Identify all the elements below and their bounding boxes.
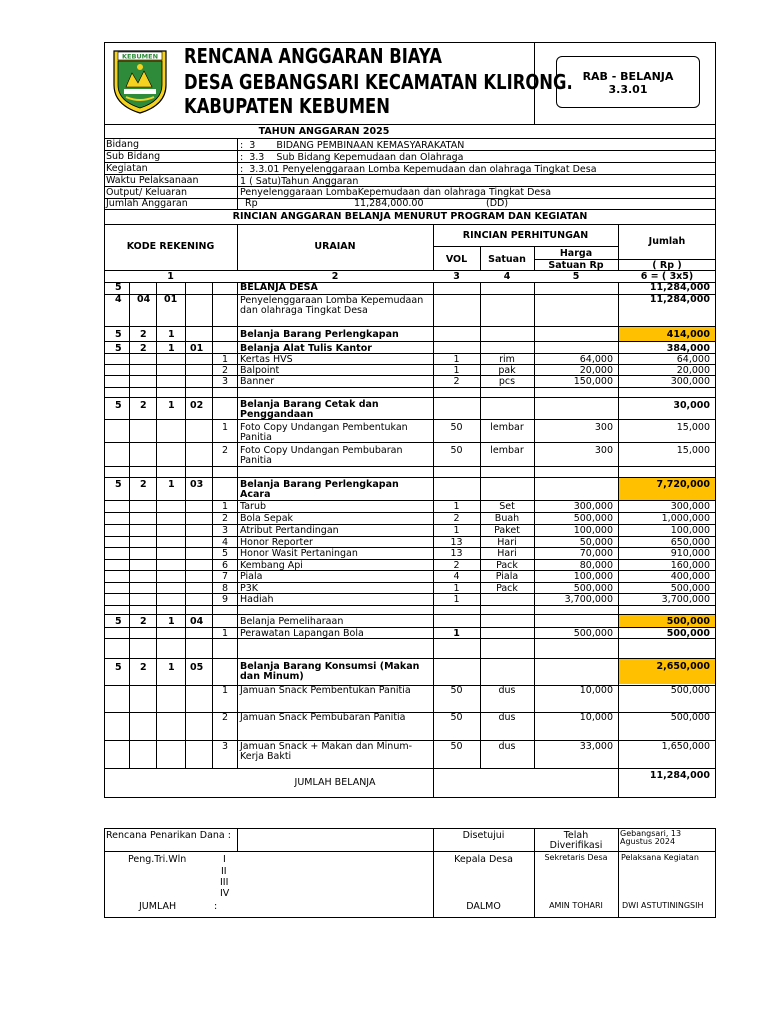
- konsumsi-item-2-uraian: Jamuan Snack Pembubaran Panitia: [240, 712, 406, 723]
- col-number-1: 1: [167, 271, 174, 282]
- triwulan-3: III: [220, 877, 229, 888]
- s1-uraian: Penyelenggaraan Lomba Kepemudaan dan olahraga Tingkat Desa: [240, 295, 424, 316]
- atk-item-1-harga: 64,000: [579, 354, 613, 365]
- s4-jumlah: 30,000: [673, 400, 710, 411]
- acara-item-4-harga: 50,000: [579, 537, 613, 548]
- s0-jumlah: 11,284,000: [649, 282, 710, 293]
- col-vol: VOL: [445, 254, 468, 265]
- atk-item-1-jumlah: 64,000: [676, 354, 710, 365]
- acara-item-5-satuan: Hari: [497, 548, 517, 559]
- col-kode-rekening: KODE REKENING: [126, 241, 215, 252]
- acara-item-7-uraian: Piala: [240, 571, 263, 582]
- konsumsi-item-2-satuan: dus: [498, 712, 516, 723]
- konsumsi-item-1-uraian: Jamuan Snack Pembentukan Panitia: [240, 685, 411, 696]
- konsumsi-item-1-no: 1: [222, 685, 229, 696]
- s6-jumlah: 500,000: [666, 616, 710, 627]
- s3-k1: 5: [115, 343, 122, 354]
- acara-item-6-uraian: Kembang Api: [240, 560, 303, 571]
- cetak-item-2-no: 2: [222, 445, 229, 456]
- s1-jumlah: 11,284,000: [649, 294, 710, 305]
- acara-item-1-vol: 1: [453, 501, 460, 512]
- atk-item-2-satuan: pak: [498, 365, 516, 376]
- acara-item-1-uraian: Tarub: [240, 501, 267, 512]
- konsumsi-item-2-jumlah: 500,000: [670, 712, 710, 723]
- acara-item-1-satuan: Set: [499, 501, 515, 512]
- kegiatan-label: Kegiatan: [106, 163, 148, 174]
- acara-item-7-vol: 4: [453, 571, 460, 582]
- col-harga: Harga: [559, 248, 593, 259]
- s3-k4: 01: [190, 343, 204, 354]
- acara-item-9-uraian: Hadiah: [240, 594, 274, 605]
- acara-item-1-jumlah: 300,000: [670, 501, 710, 512]
- acara-item-9-jumlah: 3,700,000: [661, 594, 710, 605]
- jumlah-anggaran-label: Jumlah Anggaran: [106, 198, 188, 209]
- jumlah-anggaran-value: 11,284,000.00: [354, 198, 424, 209]
- acara-item-4-jumlah: 650,000: [670, 537, 710, 548]
- cetak-item-1-no: 1: [222, 422, 229, 433]
- acara-item-6-vol: 2: [453, 560, 460, 571]
- col-uraian: URAIAN: [314, 241, 356, 252]
- konsumsi-item-1-satuan: dus: [498, 685, 516, 696]
- waktu-value: 1 ( Satu)Tahun Anggaran: [240, 176, 359, 187]
- col-number-4: 4: [503, 271, 511, 282]
- konsumsi-item-3-harga: 33,000: [579, 741, 613, 752]
- s5-k1: 5: [115, 479, 122, 490]
- bidang-value: : 3 BIDANG PEMBINAAN KEMASYARAKATAN: [240, 140, 465, 151]
- footer-jumlah: JUMLAH: [139, 901, 177, 912]
- atk-item-3-satuan: pcs: [498, 376, 516, 387]
- cetak-item-2-harga: 300: [594, 445, 613, 456]
- title-line-2: DESA GEBANGSARI KECAMATAN KLIRONG.: [184, 70, 573, 94]
- s7-jumlah: 2,650,000: [656, 661, 710, 672]
- cetak-item-1-vol: 50: [450, 422, 463, 433]
- pemeliharaan-item-1-jumlah: 500,000: [666, 628, 710, 639]
- s7-uraian: Belanja Barang Konsumsi (Makan dan Minum): [240, 661, 420, 682]
- cetak-item-2-jumlah: 15,000: [676, 445, 710, 456]
- acara-item-9-vol: 1: [453, 594, 460, 605]
- acara-item-3-satuan: Paket: [494, 525, 520, 536]
- rab-label: RAB - BELANJA: [582, 70, 674, 83]
- atk-item-1-uraian: Kertas HVS: [240, 354, 293, 365]
- acara-item-3-harga: 100,000: [573, 525, 613, 536]
- atk-item-3-vol: 2: [453, 376, 460, 387]
- acara-item-8-harga: 500,000: [573, 583, 613, 594]
- rab-code: 3.3.01: [608, 83, 648, 96]
- acara-item-8-no: 8: [222, 583, 229, 594]
- sekretaris-desa: Sekretaris Desa: [544, 853, 608, 862]
- cetak-item-2-uraian: Foto Copy Undangan Pembubaran Panitia: [240, 445, 403, 466]
- cetak-item-2-vol: 50: [450, 445, 463, 456]
- atk-item-3-no: 3: [222, 376, 229, 387]
- pemeliharaan-item-1-no: 1: [222, 628, 229, 639]
- cetak-item-1-uraian: Foto Copy Undangan Pembentukan Panitia: [240, 422, 408, 443]
- s4-k4: 02: [190, 400, 204, 411]
- acara-item-2-vol: 2: [453, 513, 460, 524]
- s7-k2: 2: [140, 662, 147, 673]
- acara-item-9-no: 9: [222, 594, 229, 605]
- s6-k2: 2: [140, 616, 147, 627]
- s6-k3: 1: [168, 616, 175, 627]
- atk-item-2-harga: 20,000: [579, 365, 613, 376]
- konsumsi-item-3-no: 3: [222, 741, 229, 752]
- acara-item-8-uraian: P3K: [240, 583, 259, 594]
- s6-uraian: Belanja Pemeliharaan: [240, 616, 344, 627]
- s4-k1: 5: [115, 400, 122, 411]
- pemeliharaan-item-1-harga: 500,000: [573, 628, 613, 639]
- jumlah-anggaran-rp: Rp: [245, 198, 258, 209]
- s0-uraian: BELANJA DESA: [240, 282, 318, 293]
- acara-item-6-jumlah: 160,000: [670, 560, 710, 571]
- atk-item-3-jumlah: 300,000: [670, 376, 710, 387]
- acara-item-4-no: 4: [222, 537, 229, 548]
- pelaksana-kegiatan: Pelaksana Kegiatan: [621, 853, 699, 862]
- tempat-tanggal: Gebangsari, 13 Agustus 2024: [620, 829, 682, 847]
- s3-k2: 2: [140, 343, 147, 354]
- s2-uraian: Belanja Barang Perlengkapan: [240, 329, 399, 340]
- col-harga-sub: Satuan Rp: [548, 260, 604, 271]
- s5-uraian: Belanja Barang Perlengkapan Acara: [240, 479, 399, 500]
- atk-item-2-vol: 1: [453, 365, 460, 376]
- disetujui: Disetujui: [462, 830, 505, 841]
- pemeliharaan-item-1-vol: 1: [453, 628, 460, 639]
- acara-item-5-vol: 13: [450, 548, 463, 559]
- cetak-item-2-satuan: lembar: [490, 445, 524, 456]
- s7-k4: 05: [190, 662, 204, 673]
- acara-item-4-uraian: Honor Reporter: [240, 537, 313, 548]
- acara-item-4-vol: 13: [450, 537, 463, 548]
- subbidang-value: : 3.3 Sub Bidang Kepemudaan dan Olahraga: [240, 152, 464, 163]
- konsumsi-item-1-harga: 10,000: [579, 685, 613, 696]
- s1-k1: 4: [115, 294, 122, 305]
- acara-item-2-satuan: Buah: [494, 513, 520, 524]
- s3-jumlah: 384,000: [666, 343, 710, 354]
- title-line-1: RENCANA ANGGARAN BIAYA: [184, 44, 442, 68]
- jumlah-anggaran-dd: (DD): [486, 198, 509, 209]
- s2-k1: 5: [115, 329, 122, 340]
- acara-item-4-satuan: Hari: [497, 537, 517, 548]
- output-label: Output/ Keluaran: [106, 187, 188, 198]
- col-satuan: Satuan: [488, 254, 526, 265]
- konsumsi-item-2-vol: 50: [450, 712, 463, 723]
- output-value: Penyelenggaraan LombaKepemudaan dan olahraga Tingkat Desa: [240, 187, 552, 198]
- acara-item-2-no: 2: [222, 513, 229, 524]
- atk-item-2-jumlah: 20,000: [676, 365, 710, 376]
- logo-text: KEBUMEN: [121, 52, 159, 61]
- acara-item-1-harga: 300,000: [573, 501, 613, 512]
- col-number-6: 6 = ( 3x5): [640, 271, 694, 282]
- acara-item-3-jumlah: 100,000: [670, 525, 710, 536]
- pemeliharaan-item-1-uraian: Perawatan Lapangan Bola: [240, 628, 364, 639]
- acara-item-5-harga: 70,000: [579, 548, 613, 559]
- atk-item-2-no: 2: [222, 365, 229, 376]
- nama-pelaksana: DWI ASTUTININGSIH: [622, 901, 704, 910]
- atk-item-1-vol: 1: [453, 354, 460, 365]
- s7-k1: 5: [115, 662, 122, 673]
- konsumsi-item-3-uraian: Jamuan Snack + Makan dan Minum- Kerja Bakti: [240, 741, 413, 762]
- triwulan-4: IV: [220, 888, 230, 899]
- acara-item-5-uraian: Honor Wasit Pertaningan: [240, 548, 358, 559]
- s3-k3: 1: [168, 343, 175, 354]
- s2-k3: 1: [168, 329, 175, 340]
- konsumsi-item-2-harga: 10,000: [579, 712, 613, 723]
- kebumen-logo: [110, 47, 170, 115]
- s4-uraian: Belanja Barang Cetak dan Penggandaan: [240, 399, 379, 420]
- acara-item-8-jumlah: 500,000: [670, 583, 710, 594]
- rencana-penarikan: Rencana Penarikan Dana :: [106, 830, 231, 841]
- s6-k4: 04: [190, 616, 204, 627]
- cetak-item-1-harga: 300: [594, 422, 613, 433]
- rab-badge: [556, 56, 700, 108]
- col-number-5: 5: [572, 271, 580, 282]
- konsumsi-item-1-vol: 50: [450, 685, 463, 696]
- total-value: 11,284,000: [649, 770, 710, 781]
- acara-item-8-satuan: Pack: [496, 583, 518, 594]
- acara-item-3-vol: 1: [453, 525, 460, 536]
- acara-item-3-uraian: Atribut Pertandingan: [240, 525, 339, 536]
- kepala-desa: Kepala Desa: [454, 854, 513, 865]
- acara-item-6-harga: 80,000: [579, 560, 613, 571]
- acara-item-8-vol: 1: [453, 583, 460, 594]
- cetak-item-1-satuan: lembar: [490, 422, 524, 433]
- col-rincian: RINCIAN PERHITUNGAN: [462, 230, 589, 241]
- total-label: JUMLAH BELANJA: [294, 777, 376, 788]
- s1-k3: 01: [164, 294, 178, 305]
- tahun-anggaran: TAHUN ANGGARAN 2025: [258, 126, 390, 137]
- title-line-3: KABUPATEN KEBUMEN: [184, 94, 390, 118]
- acara-item-1-no: 1: [222, 501, 229, 512]
- table-title: RINCIAN ANGGARAN BELANJA MENURUT PROGRAM DAN KEGIATAN: [232, 211, 588, 222]
- nama-sekretaris: AMIN TOHARI: [549, 901, 603, 910]
- s0-k1: 5: [115, 282, 122, 293]
- s4-k3: 1: [168, 400, 175, 411]
- acara-item-9-harga: 3,700,000: [564, 594, 613, 605]
- s1-k2: 04: [137, 294, 151, 305]
- s3-uraian: Belanja Alat Tulis Kantor: [240, 343, 372, 354]
- col-jumlah: Jumlah: [648, 236, 686, 247]
- acara-item-7-satuan: Piala: [495, 571, 519, 582]
- acara-item-5-jumlah: 910,000: [670, 548, 710, 559]
- waktu-label: Waktu Pelaksanaan: [106, 175, 199, 186]
- kegiatan-value: : 3.3.01 Penyelenggaraan Lomba Kepemudaan dan olahraga Tingkat Desa: [240, 164, 597, 175]
- atk-item-2-uraian: Balpoint: [240, 365, 280, 376]
- cetak-item-1-jumlah: 15,000: [676, 422, 710, 433]
- konsumsi-item-2-no: 2: [222, 712, 229, 723]
- s5-k2: 2: [140, 479, 147, 490]
- acara-item-7-no: 7: [222, 571, 229, 582]
- s6-k1: 5: [115, 616, 122, 627]
- konsumsi-item-3-vol: 50: [450, 741, 463, 752]
- atk-item-1-no: 1: [222, 354, 229, 365]
- acara-item-3-no: 3: [222, 525, 229, 536]
- s7-k3: 1: [168, 662, 175, 673]
- peng-tri-wln: Peng.Tri.Wln: [128, 854, 187, 865]
- acara-item-2-jumlah: 1,000,000: [661, 513, 710, 524]
- s5-k3: 1: [168, 479, 175, 490]
- subbidang-label: Sub Bidang: [106, 151, 161, 162]
- s5-k4: 03: [190, 479, 204, 490]
- s2-k2: 2: [140, 329, 147, 340]
- konsumsi-item-3-satuan: dus: [498, 741, 516, 752]
- acara-item-7-jumlah: 400,000: [670, 571, 710, 582]
- col-number-2: 2: [331, 271, 339, 282]
- diverifikasi: Diverifikasi: [549, 840, 603, 851]
- triwulan-2: II: [221, 866, 227, 877]
- konsumsi-item-3-jumlah: 1,650,000: [661, 741, 710, 752]
- nama-kepala-desa: DALMO: [466, 901, 501, 912]
- s5-jumlah: 7,720,000: [656, 479, 710, 490]
- konsumsi-item-1-jumlah: 500,000: [670, 685, 710, 696]
- s4-k2: 2: [140, 400, 147, 411]
- atk-item-1-satuan: rim: [499, 354, 515, 365]
- col-jumlah-sub: ( Rp ): [652, 260, 682, 271]
- acara-item-2-harga: 500,000: [573, 513, 613, 524]
- acara-item-6-no: 6: [222, 560, 229, 571]
- acara-item-2-uraian: Bola Sepak: [240, 513, 294, 524]
- col-number-3: 3: [453, 271, 460, 282]
- footer-jumlah-colon: :: [214, 901, 218, 912]
- acara-item-6-satuan: Pack: [496, 560, 518, 571]
- atk-item-3-harga: 150,000: [573, 376, 613, 387]
- triwulan-1: I: [223, 854, 226, 865]
- atk-item-3-uraian: Banner: [240, 376, 275, 387]
- s2-jumlah: 414,000: [666, 329, 710, 340]
- telah: Telah: [563, 830, 589, 841]
- acara-item-7-harga: 100,000: [573, 571, 613, 582]
- acara-item-5-no: 5: [222, 548, 229, 559]
- bidang-label: Bidang: [106, 139, 140, 150]
